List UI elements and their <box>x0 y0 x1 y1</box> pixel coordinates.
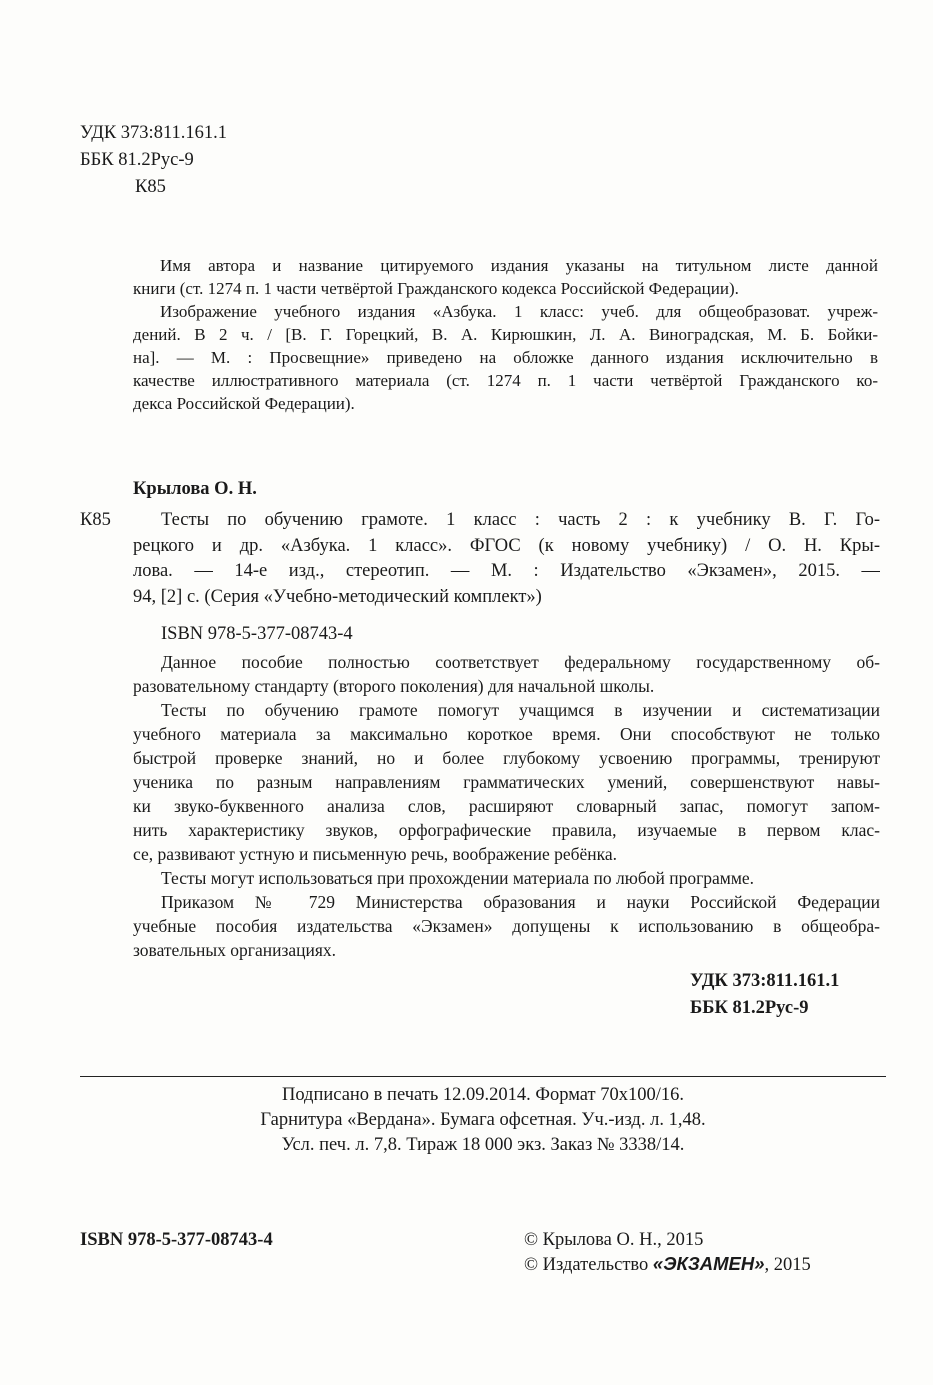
annotation-bbk: ББК 81.2Рус-9 <box>690 998 809 1018</box>
record-mark: К85 <box>80 510 111 530</box>
annotation-line: учебного материала за максимально короткое время. Они способствуют не только <box>133 724 880 744</box>
imprint-line: Усл. печ. л. 7,8. Тираж 18 000 экз. Заказ № 3338/14. <box>281 1135 685 1155</box>
annotation-line: Данное пособие полностью соответствует федеральному государственному об- <box>161 652 880 672</box>
copyright-year: , 2015 <box>764 1255 811 1275</box>
annotation-line: ки звуко-буквенного анализа слов, расширяют словарный запас, помогут запом- <box>133 796 880 816</box>
notice-line: на]. — М. : Просвещние» приведено на обложке данного издания исключительно в <box>133 348 878 367</box>
notice-line: книги (ст. 1274 п. 1 части четвёртой Гражданского кодекса Российской Федерации). <box>133 279 739 298</box>
annotation-line: зовательных организациях. <box>133 940 337 960</box>
annotation-line: Приказом № 729 Министерства образования и науки Российской Федерации <box>161 892 880 912</box>
description-line: Тесты по обучению грамоте. 1 класс : часть 2 : к учебнику В. Г. Го- <box>161 510 880 530</box>
copyright-notice <box>133 254 878 415</box>
notice-line: качестве иллюстративного материала (ст. 1274 п. 1 части четвёртой Гражданского ко- <box>133 371 878 390</box>
imprint-line: Гарнитура «Вердана». Бумага офсетная. Уч.-изд. л. 1,48. <box>260 1110 706 1130</box>
description-line: рецкого и др. «Азбука. 1 класс». ФГОС (к новому учебнику) / О. Н. Кры- <box>133 535 880 556</box>
copyright-publisher <box>524 1252 811 1276</box>
annotation-line: быстрой проверке знаний, но и более глубокому усвоению программы, тренируют <box>133 748 880 768</box>
header-classification <box>80 121 227 199</box>
copyright-author: © Крылова О. Н., 2015 <box>524 1230 704 1250</box>
notice-line: дений. В 2 ч. / [В. Г. Горецкий, В. А. Кирюшкин, Л. А. Виноградская, М. Б. Бойки- <box>133 325 878 344</box>
notice-line: Имя автора и название цитируемого издания указаны на титульном листе данной <box>160 256 878 275</box>
annotation <box>133 650 880 962</box>
record-description <box>133 508 880 610</box>
notice-line: декса Российской Федерации). <box>133 394 355 413</box>
imprint <box>80 1083 886 1158</box>
annotation-udk: УДК 373:811.161.1 <box>690 971 840 991</box>
footer-isbn: ISBN 978-5-377-08743-4 <box>80 1230 273 1250</box>
annotation-line: Тесты по обучению грамоте помогут учащимся в изучении и систематизации <box>161 700 880 720</box>
description-line: 94, [2] с. (Серия «Учебно-методический комплект») <box>133 586 542 607</box>
bbk-code: ББК 81.2Рус-9 <box>80 150 194 170</box>
imprint-line: Подписано в печать 12.09.2014. Формат 70х100/16. <box>281 1085 685 1105</box>
record-isbn: ISBN 978-5-377-08743-4 <box>161 624 353 644</box>
author-mark: К85 <box>135 177 166 197</box>
notice-line: Изображение учебного издания «Азбука. 1 класс: учеб. для общеобразоват. учреж- <box>160 302 878 321</box>
udk-code: УДК 373:811.161.1 <box>80 123 228 143</box>
annotation-line: Тесты могут использоваться при прохождении материала по любой программе. <box>161 868 755 888</box>
annotation-line: разовательному стандарту (второго поколения) для начальной школы. <box>133 676 655 696</box>
publisher-name: «ЭКЗАМЕН» <box>652 1253 765 1274</box>
annotation-line: учебные пособия издательства «Экзамен» допущены к использованию в общеобра- <box>133 916 880 936</box>
annotation-line: нить характеристику звуков, орфографические правила, изучаемые в первом клас- <box>133 820 880 840</box>
record-author: Крылова О. Н. <box>133 479 257 499</box>
description-line: лова. — 14-е изд., стереотип. — М. : Издательство «Экзамен», 2015. — <box>133 561 880 581</box>
divider-line <box>80 1076 886 1077</box>
annotation-line: се, развивают устную и письменную речь, воображение ребёнка. <box>133 844 618 864</box>
copyright-prefix: © Издательство <box>524 1255 653 1275</box>
copyright <box>524 1228 811 1276</box>
annotation-classification <box>690 969 839 1023</box>
annotation-line: ученика по разным направлениям грамматических умений, совершенствуют навы- <box>133 772 880 792</box>
